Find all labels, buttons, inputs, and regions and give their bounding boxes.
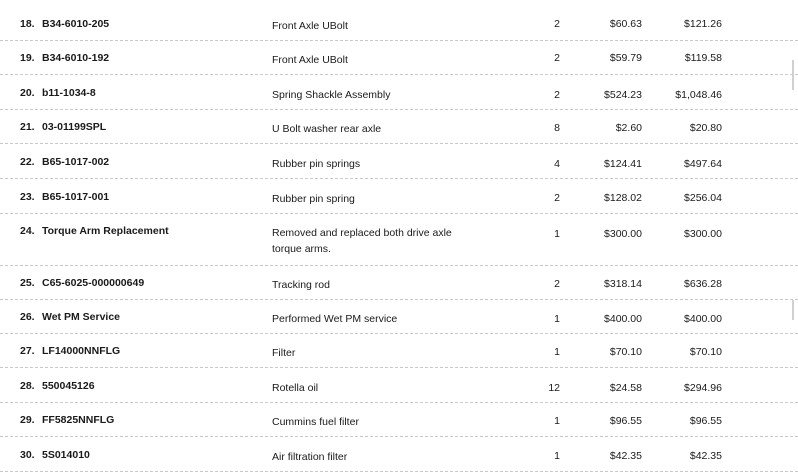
line-total: $636.28 xyxy=(684,278,722,290)
item-quantity: 2 xyxy=(554,278,560,290)
item-number: 19. xyxy=(20,52,35,64)
unit-price: $300.00 xyxy=(604,228,642,240)
item-quantity: 1 xyxy=(554,228,560,240)
table-row xyxy=(0,14,798,41)
item-quantity: 2 xyxy=(554,18,560,30)
item-description: Removed and replaced both drive axle torque arms. xyxy=(272,227,452,255)
item-number: 18. xyxy=(20,18,35,30)
unit-price: $59.79 xyxy=(609,52,642,64)
item-number: 28. xyxy=(20,380,35,392)
item-quantity: 2 xyxy=(554,52,560,64)
item-quantity: 2 xyxy=(554,192,560,204)
table-row xyxy=(0,152,798,179)
item-number: 23. xyxy=(20,191,35,203)
item-description: Front Axle UBolt xyxy=(272,54,348,66)
table-row xyxy=(0,307,798,334)
item-quantity: 12 xyxy=(548,382,560,394)
item-number: 22. xyxy=(20,156,35,168)
line-total: $294.96 xyxy=(684,382,722,394)
part-number: 550045126 xyxy=(42,380,95,392)
item-description: Performed Wet PM service xyxy=(272,313,398,325)
table-row xyxy=(0,341,798,368)
part-number: FF5825NNFLG xyxy=(42,414,115,426)
unit-price: $96.55 xyxy=(609,415,642,427)
item-quantity: 1 xyxy=(554,415,560,427)
part-number: 5S014010 xyxy=(42,449,90,461)
part-number: b11-1034-8 xyxy=(42,87,96,99)
line-total: $42.35 xyxy=(689,450,722,462)
item-number: 20. xyxy=(20,87,35,99)
item-quantity: 8 xyxy=(554,122,560,134)
part-number: LF14000NNFLG xyxy=(42,345,121,357)
item-description: Filter xyxy=(272,347,296,359)
table-row xyxy=(0,48,798,75)
item-quantity: 2 xyxy=(554,89,560,101)
item-description: Rotella oil xyxy=(272,382,319,394)
table-row xyxy=(0,376,798,403)
item-quantity: 1 xyxy=(554,450,560,462)
line-total: $119.58 xyxy=(684,52,722,64)
part-number: Torque Arm Replacement xyxy=(42,225,169,237)
item-description: U Bolt washer rear axle xyxy=(272,123,382,135)
line-total: $121.26 xyxy=(684,18,722,30)
part-number: Wet PM Service xyxy=(42,311,121,323)
table-row xyxy=(0,410,798,437)
item-number: 21. xyxy=(20,121,35,133)
item-number: 30. xyxy=(20,449,35,461)
table-row xyxy=(0,273,798,300)
table-row xyxy=(0,445,798,472)
item-description: Air filtration filter xyxy=(272,451,348,463)
line-total: $96.55 xyxy=(689,415,722,427)
line-total: $20.80 xyxy=(689,122,722,134)
unit-price: $318.14 xyxy=(604,278,642,290)
item-description: Rubber pin springs xyxy=(272,158,361,170)
part-number: B65-1017-002 xyxy=(42,156,110,168)
unit-price: $524.23 xyxy=(604,89,642,101)
unit-price: $128.02 xyxy=(604,192,642,204)
part-number: B34-6010-205 xyxy=(42,18,110,30)
item-description: Front Axle UBolt xyxy=(272,20,348,32)
part-number: C65-6025-000000649 xyxy=(42,277,145,289)
table-row xyxy=(0,187,798,214)
unit-price: $70.10 xyxy=(609,346,642,358)
item-quantity: 1 xyxy=(554,346,560,358)
item-number: 27. xyxy=(20,345,35,357)
scan-edge-mark xyxy=(792,60,794,90)
line-total: $70.10 xyxy=(689,346,722,358)
item-description: Rubber pin spring xyxy=(272,193,355,205)
item-number: 24. xyxy=(20,225,35,237)
item-quantity: 1 xyxy=(554,313,560,325)
unit-price: $42.35 xyxy=(609,450,642,462)
item-description: Cummins fuel filter xyxy=(272,416,359,428)
item-number: 25. xyxy=(20,277,35,289)
part-number: B34-6010-192 xyxy=(42,52,110,64)
item-number: 29. xyxy=(20,414,35,426)
item-number: 26. xyxy=(20,311,35,323)
table-row xyxy=(0,221,798,266)
table-row xyxy=(0,117,798,144)
line-total: $400.00 xyxy=(684,313,722,325)
item-description: Tracking rod xyxy=(272,279,330,291)
unit-price: $60.63 xyxy=(609,18,642,30)
item-quantity: 4 xyxy=(554,158,560,170)
line-total: $256.04 xyxy=(684,192,722,204)
scan-edge-mark xyxy=(792,300,794,320)
unit-price: $24.58 xyxy=(609,382,642,394)
item-description: Spring Shackle Assembly xyxy=(272,89,391,101)
part-number: B65-1017-001 xyxy=(42,191,110,203)
line-total: $497.64 xyxy=(684,158,722,170)
line-total: $1,048.46 xyxy=(675,89,722,101)
unit-price: $400.00 xyxy=(604,313,642,325)
line-total: $300.00 xyxy=(684,228,722,240)
table-row xyxy=(0,83,798,110)
part-number: 03-01199SPL xyxy=(42,121,107,133)
unit-price: $2.60 xyxy=(615,122,642,134)
unit-price: $124.41 xyxy=(604,158,642,170)
